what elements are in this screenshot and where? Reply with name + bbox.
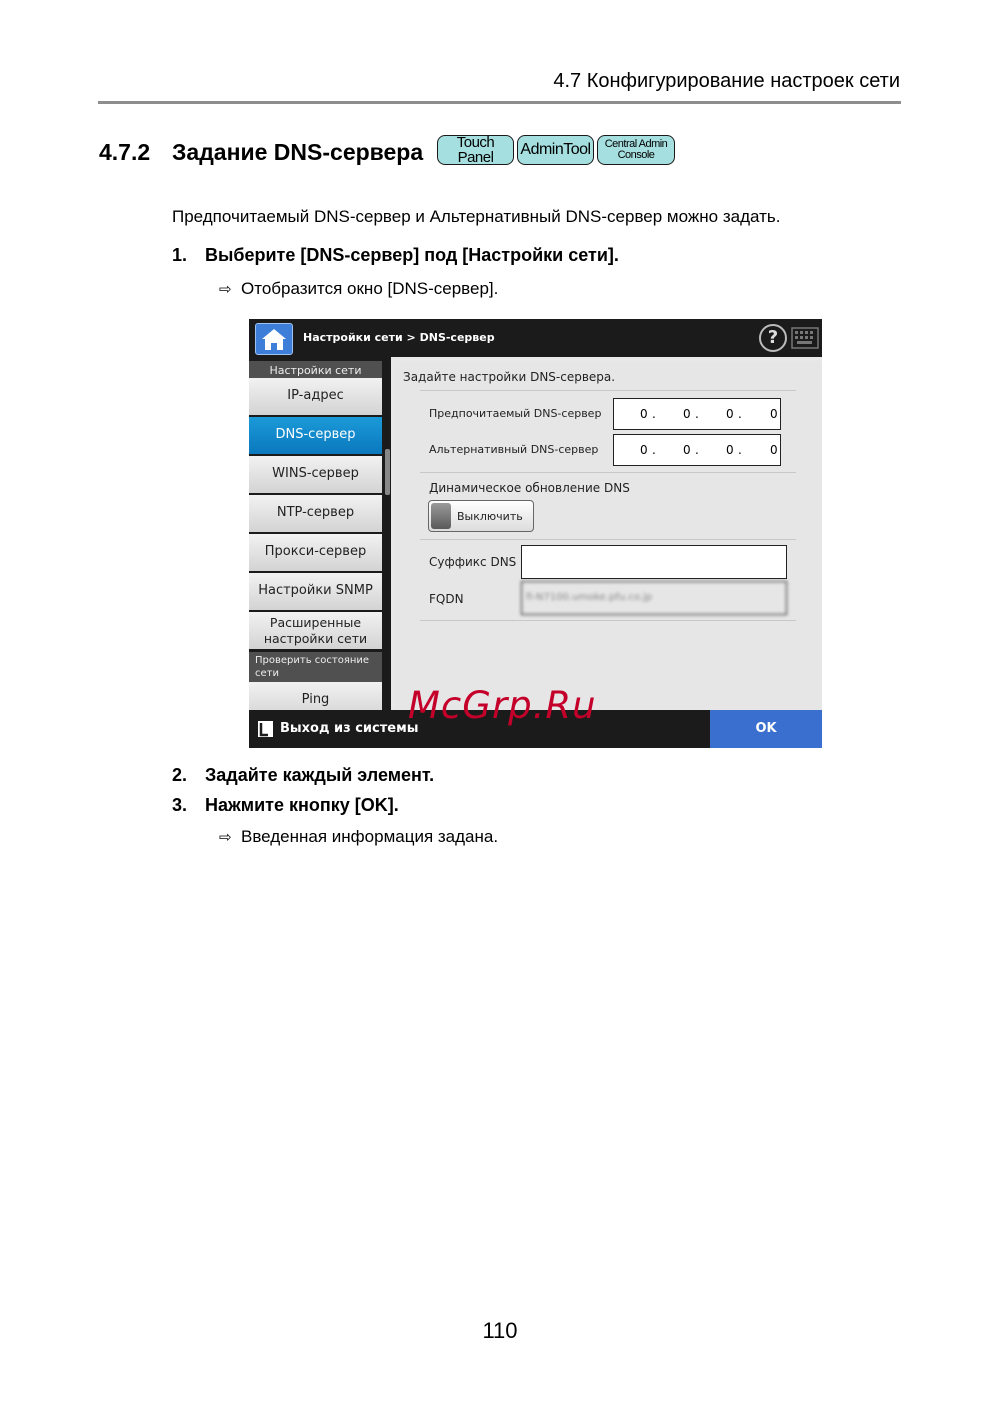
breadcrumb: Настройки сети > DNS-сервер bbox=[303, 331, 495, 344]
arrow-icon: ⇨ bbox=[219, 829, 232, 846]
sidebar-group-network: Настройки сети bbox=[249, 361, 382, 380]
preferred-dns-input[interactable]: 0 . 0 . 0 . 0 bbox=[613, 398, 781, 430]
ip-octet: 0 bbox=[726, 407, 734, 421]
badge-line: Touch bbox=[456, 134, 495, 151]
ip-octet: 0 bbox=[640, 407, 648, 421]
dynamic-dns-label: Динамическое обновление DNS bbox=[429, 481, 630, 495]
step-number: 1. bbox=[172, 245, 188, 265]
help-icon[interactable]: ? bbox=[759, 324, 787, 352]
ip-octet: 0 bbox=[683, 443, 691, 457]
badge-central-admin-console bbox=[597, 135, 675, 165]
badge-line: Console bbox=[617, 149, 655, 161]
fqdn-field: fi-N7100.umoke.pfu.co.jp bbox=[521, 581, 787, 615]
alternate-dns-input[interactable]: 0 . 0 . 0 . 0 bbox=[613, 434, 781, 466]
sidebar-item-wins-server[interactable]: WINS-сервер bbox=[249, 456, 382, 494]
divider bbox=[420, 390, 796, 391]
sidebar-item-proxy-server[interactable]: Прокси-сервер bbox=[249, 534, 382, 572]
logout-button[interactable] bbox=[249, 710, 429, 748]
watermark: McGrp.Ru bbox=[408, 684, 597, 727]
sidebar-item-dns-server[interactable]: DNS-сервер bbox=[249, 417, 382, 455]
badge-admintool bbox=[517, 135, 594, 165]
dynamic-dns-toggle[interactable] bbox=[428, 500, 534, 532]
badge-line: Central Admin bbox=[604, 138, 668, 150]
section-title: Задание DNS-сервера bbox=[172, 139, 424, 165]
sidebar-item-snmp[interactable]: Настройки SNMP bbox=[249, 573, 382, 611]
alternate-dns-label: Альтернативный DNS-сервер bbox=[429, 443, 599, 456]
ip-octet: 0 bbox=[640, 443, 648, 457]
preferred-dns-label: Предпочитаемый DNS-сервер bbox=[429, 407, 602, 420]
result-text: Введенная информация задана. bbox=[241, 827, 499, 846]
step-1-result bbox=[219, 279, 498, 299]
badge-line: Panel bbox=[457, 149, 494, 166]
badge-touch-panel bbox=[437, 135, 514, 165]
step-text: Задайте каждый элемент. bbox=[205, 765, 435, 785]
page-number: 110 bbox=[482, 1318, 518, 1343]
keyboard-icon[interactable] bbox=[791, 327, 819, 349]
running-header: 4.7 Конфигурирование настроек сети bbox=[553, 70, 900, 92]
logout-label: Выход из системы bbox=[280, 721, 419, 736]
sidebar-item-advanced[interactable]: Расширенные настройки сети bbox=[249, 612, 382, 650]
divider bbox=[420, 620, 796, 621]
toggle-knob bbox=[431, 503, 451, 529]
header-rule bbox=[98, 101, 901, 104]
section-number: 4.7.2 bbox=[99, 139, 151, 165]
badge-line: AdminTool bbox=[520, 141, 591, 158]
sidebar-item-ntp-server[interactable]: NTP-сервер bbox=[249, 495, 382, 533]
divider bbox=[420, 539, 796, 540]
step-text: Выберите [DNS-сервер] под [Настройки сети]. bbox=[205, 245, 619, 265]
step-number: 3. bbox=[172, 795, 188, 815]
ip-octet: 0 bbox=[683, 407, 691, 421]
dns-suffix-input[interactable] bbox=[521, 545, 787, 579]
ok-button[interactable]: OK bbox=[710, 710, 822, 748]
step-3-result bbox=[219, 827, 498, 847]
fqdn-label: FQDN bbox=[429, 592, 464, 606]
divider bbox=[420, 472, 796, 473]
arrow-icon: ⇨ bbox=[219, 281, 232, 298]
home-icon bbox=[256, 324, 292, 354]
sidebar-group-check-status: Проверить состояние сети bbox=[249, 652, 382, 682]
ip-octet: 0 bbox=[770, 443, 778, 457]
result-text: Отобразится окно [DNS-сервер]. bbox=[241, 279, 499, 298]
intro-paragraph: Предпочитаемый DNS-сервер и Альтернативный DNS-сервер можно задать. bbox=[172, 207, 781, 226]
dns-suffix-label: Суффикс DNS bbox=[429, 555, 517, 569]
toggle-label: Выключить bbox=[457, 510, 523, 523]
sidebar-item-ping[interactable]: Ping bbox=[249, 682, 382, 720]
sidebar-scrollbar[interactable] bbox=[385, 449, 390, 495]
logout-icon bbox=[257, 720, 274, 738]
content-heading: Задайте настройки DNS-сервера. bbox=[403, 370, 616, 384]
step-number: 2. bbox=[172, 765, 188, 785]
home-button[interactable] bbox=[255, 323, 293, 355]
sidebar-item-ip-address[interactable]: IP-адрес bbox=[249, 378, 382, 416]
ip-octet: 0 bbox=[770, 407, 778, 421]
ip-octet: 0 bbox=[726, 443, 734, 457]
step-text: Нажмите кнопку [OK]. bbox=[205, 795, 399, 815]
